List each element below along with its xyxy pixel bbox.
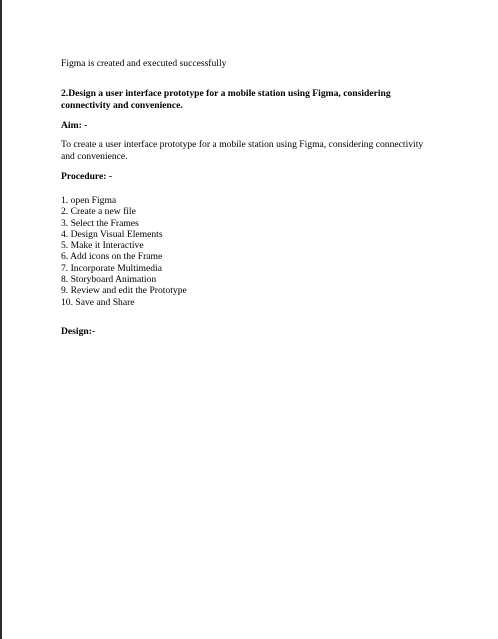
procedure-step: 8. Storyboard Animation xyxy=(61,274,157,286)
procedure-step: 3. Select the Frames xyxy=(61,217,139,229)
procedure-step: 7. Incorporate Multimedia xyxy=(61,262,162,274)
procedure-step: 5. Make it Interactive xyxy=(61,240,144,252)
procedure-step: 9. Review and edit the Prototype xyxy=(61,285,187,297)
procedure-step: 4. Design Visual Elements xyxy=(61,228,163,240)
procedure-step: 10. Save and Share xyxy=(61,296,135,308)
aim-text-line-1: To create a user interface prototype for a mobile station using Figma, considering connectivity xyxy=(61,139,424,150)
procedure-list xyxy=(61,195,187,308)
page-left-border xyxy=(0,0,2,639)
result-line: Figma is created and executed successfully xyxy=(61,58,227,69)
procedure-step: 1. open Figma xyxy=(61,195,117,206)
aim-label: Aim: - xyxy=(61,120,88,131)
procedure-step: 2. Create a new file xyxy=(61,206,136,218)
aim-text-line-2: and convenience. xyxy=(61,151,128,162)
procedure-label: Procedure: - xyxy=(61,171,113,182)
procedure-step: 6. Add icons on the Frame xyxy=(61,251,163,263)
question-heading-line-2: connectivity and convenience. xyxy=(61,100,183,111)
design-label: Design:- xyxy=(61,326,96,337)
question-heading-line-1: 2.Design a user interface prototype for a mobile station using Figma, considering xyxy=(61,88,391,99)
